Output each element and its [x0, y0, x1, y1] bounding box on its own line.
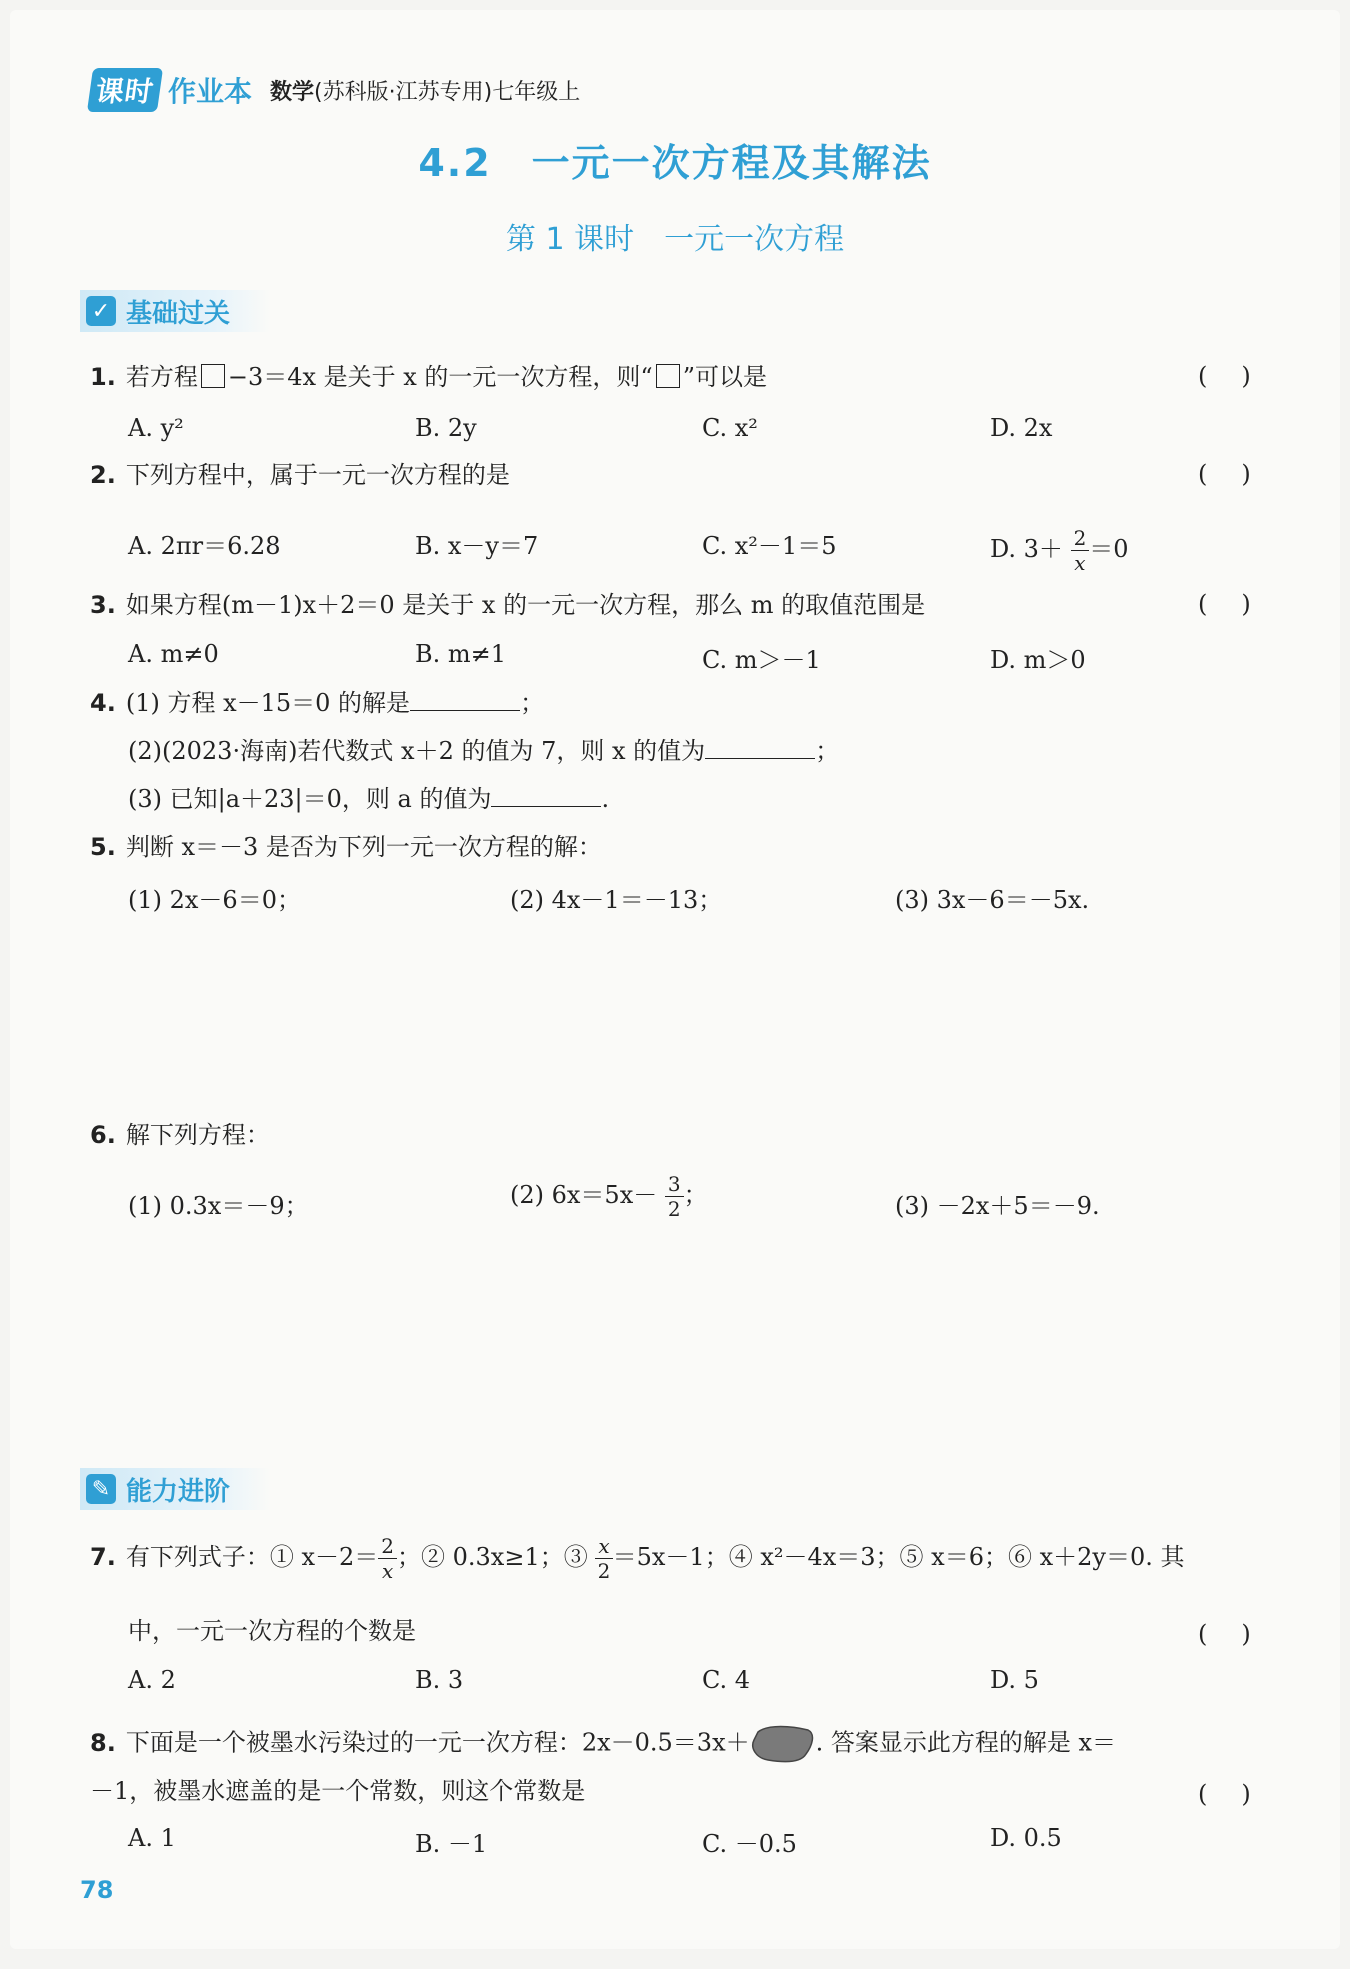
- question-2: [90, 460, 510, 490]
- question-text: 如果方程(m－1)x＋2＝0 是关于 x 的一元一次方程，那么 m 的取值范围是: [125, 591, 926, 619]
- page-number: 78: [80, 1876, 114, 1904]
- fraction: [595, 1534, 612, 1583]
- punct: ；: [815, 737, 840, 765]
- question-text: 下列方程中，属于一元一次方程的是: [125, 461, 510, 489]
- question-number: 7.: [90, 1543, 116, 1571]
- question-text: (2)(2023·海南)若代数式 x＋2 的值为 7，则 x 的值为: [128, 737, 706, 765]
- option-c[interactable]: C. －0.5: [702, 1830, 797, 1858]
- punct: ；: [520, 689, 545, 717]
- question-7-line-2: 中，一元一次方程的个数是: [128, 1617, 416, 1645]
- question-text: (3) 已知|a＋23|＝0，则 a 的值为: [128, 785, 492, 813]
- option-c[interactable]: C. x²－1＝5: [702, 532, 837, 560]
- fraction-numerator: x: [595, 1534, 612, 1559]
- answer-blank[interactable]: [491, 784, 601, 807]
- subpart-2: (2) 4x－1＝－13；: [510, 886, 723, 914]
- question-text: 判断 x＝－3 是否为下列一元一次方程的解：: [125, 833, 602, 861]
- fraction-denominator: x: [381, 1559, 394, 1583]
- question-text: ＝5x－1；④ x²－4x＝3；⑤ x＝6；⑥ x＋2y＝0. 其: [612, 1543, 1185, 1571]
- option-a[interactable]: A. 2πr＝6.28: [128, 532, 281, 560]
- question-text: 若方程: [125, 363, 198, 391]
- question-number: 1.: [90, 363, 116, 391]
- subpart-3: (3) 3x－6＝－5x.: [895, 886, 1090, 914]
- question-text: ；② 0.3x≥1；③: [397, 1543, 596, 1571]
- book-subject: 数学: [270, 79, 315, 105]
- option-a[interactable]: A. 1: [128, 1824, 176, 1852]
- header: [90, 70, 580, 110]
- blank-box: [656, 364, 680, 388]
- fraction: [378, 1534, 397, 1583]
- question-8-line-2: －1，被墨水遮盖的是一个常数，则这个常数是: [90, 1777, 586, 1805]
- question-text: −3＝4x 是关于 x 的一元一次方程，则“: [227, 363, 653, 391]
- option-a[interactable]: A. y²: [128, 414, 184, 442]
- section-banner-basic: [80, 290, 270, 332]
- book-edition: (苏科版·江苏专用)七年级上: [314, 79, 581, 105]
- answer-blank[interactable]: [705, 736, 815, 759]
- question-4-part-3: [128, 784, 609, 814]
- section-banner-advanced: [80, 1468, 270, 1510]
- option-c[interactable]: C. x²: [702, 414, 758, 442]
- punct: .: [601, 785, 610, 813]
- question-number: 5.: [90, 833, 116, 861]
- subpart-1: (1) 2x－6＝0；: [128, 886, 301, 914]
- option-c[interactable]: C. 4: [702, 1666, 751, 1694]
- option-b[interactable]: B. －1: [415, 1830, 488, 1858]
- answer-paren[interactable]: (): [1198, 1780, 1285, 1808]
- fraction-numerator: 3: [665, 1172, 684, 1197]
- brand-suffix: 作业本: [168, 75, 253, 108]
- option-d[interactable]: [990, 526, 1129, 575]
- pencil-icon: ✎: [86, 1474, 116, 1504]
- fraction-denominator: 2: [597, 1559, 611, 1583]
- fraction-denominator: 2: [667, 1197, 681, 1221]
- fraction-numerator: 2: [378, 1534, 397, 1559]
- book-title: [270, 75, 580, 106]
- subpart-2: [510, 1172, 708, 1221]
- option-b[interactable]: B. m≠1: [415, 640, 507, 668]
- fraction: [665, 1172, 684, 1221]
- answer-paren[interactable]: (): [1198, 362, 1285, 390]
- subpart-1: (1) 0.3x＝－9；: [128, 1192, 309, 1220]
- option-d[interactable]: D. 0.5: [990, 1824, 1062, 1852]
- question-number: 4.: [90, 689, 116, 717]
- section-label-advanced: 能力进阶: [126, 1476, 231, 1507]
- option-b[interactable]: B. x－y＝7: [415, 532, 539, 560]
- question-number: 8.: [90, 1728, 116, 1757]
- option-d[interactable]: D. m＞0: [990, 646, 1086, 674]
- option-d-text: D. 3＋: [990, 535, 1063, 563]
- fraction-numerator: 2: [1071, 526, 1090, 551]
- question-text: ”可以是: [682, 363, 767, 391]
- answer-paren[interactable]: (): [1198, 460, 1285, 488]
- blank-box: [201, 364, 225, 388]
- question-4-part-2: [128, 736, 839, 766]
- question-8: [90, 1724, 1116, 1764]
- chapter-title: 4.2 一元一次方程及其解法: [418, 141, 932, 185]
- option-a[interactable]: A. 2: [128, 1666, 176, 1694]
- brand-logo: 课时: [87, 68, 163, 112]
- question-1: [90, 362, 767, 392]
- option-d-tail: ＝0: [1089, 535, 1129, 563]
- question-3: [90, 590, 925, 620]
- option-c[interactable]: C. m＞－1: [702, 646, 821, 674]
- punct: ；: [683, 1181, 708, 1209]
- question-4: [90, 688, 544, 718]
- question-text: . 答案显示此方程的解是 x＝: [815, 1728, 1117, 1757]
- question-number: 3.: [90, 591, 116, 619]
- question-text: 下面是一个被墨水污染过的一元一次方程：2x－0.5＝3x＋: [125, 1728, 750, 1757]
- lesson-title: 第 1 课时 一元一次方程: [505, 222, 845, 257]
- question-text: 有下列式子：① x－2＝: [125, 1543, 379, 1571]
- question-6: [90, 1120, 270, 1150]
- question-text: 解下列方程：: [125, 1121, 270, 1149]
- fraction: [1071, 526, 1090, 575]
- workbook-page: [10, 10, 1340, 1949]
- question-7: [90, 1534, 1185, 1583]
- option-b[interactable]: B. 2y: [415, 414, 477, 442]
- option-b[interactable]: B. 3: [415, 1666, 464, 1694]
- answer-paren[interactable]: (): [1198, 1620, 1285, 1648]
- option-d[interactable]: D. 2x: [990, 414, 1053, 442]
- question-5: [90, 832, 602, 862]
- ink-blot-icon: [750, 1724, 816, 1764]
- check-icon: ✓: [86, 296, 116, 326]
- question-number: 2.: [90, 461, 116, 489]
- question-text: (1) 方程 x－15＝0 的解是: [125, 689, 411, 717]
- fraction-denominator: x: [1074, 551, 1086, 575]
- subpart-3: (3) －2x＋5＝－9.: [895, 1192, 1100, 1220]
- option-d[interactable]: D. 5: [990, 1666, 1039, 1694]
- answer-paren[interactable]: (): [1198, 590, 1285, 618]
- subpart-text: (2) 6x＝5x－: [510, 1181, 658, 1209]
- answer-blank[interactable]: [410, 688, 520, 711]
- section-label-basic: 基础过关: [126, 298, 231, 329]
- option-a[interactable]: A. m≠0: [128, 640, 219, 668]
- question-number: 6.: [90, 1121, 116, 1149]
